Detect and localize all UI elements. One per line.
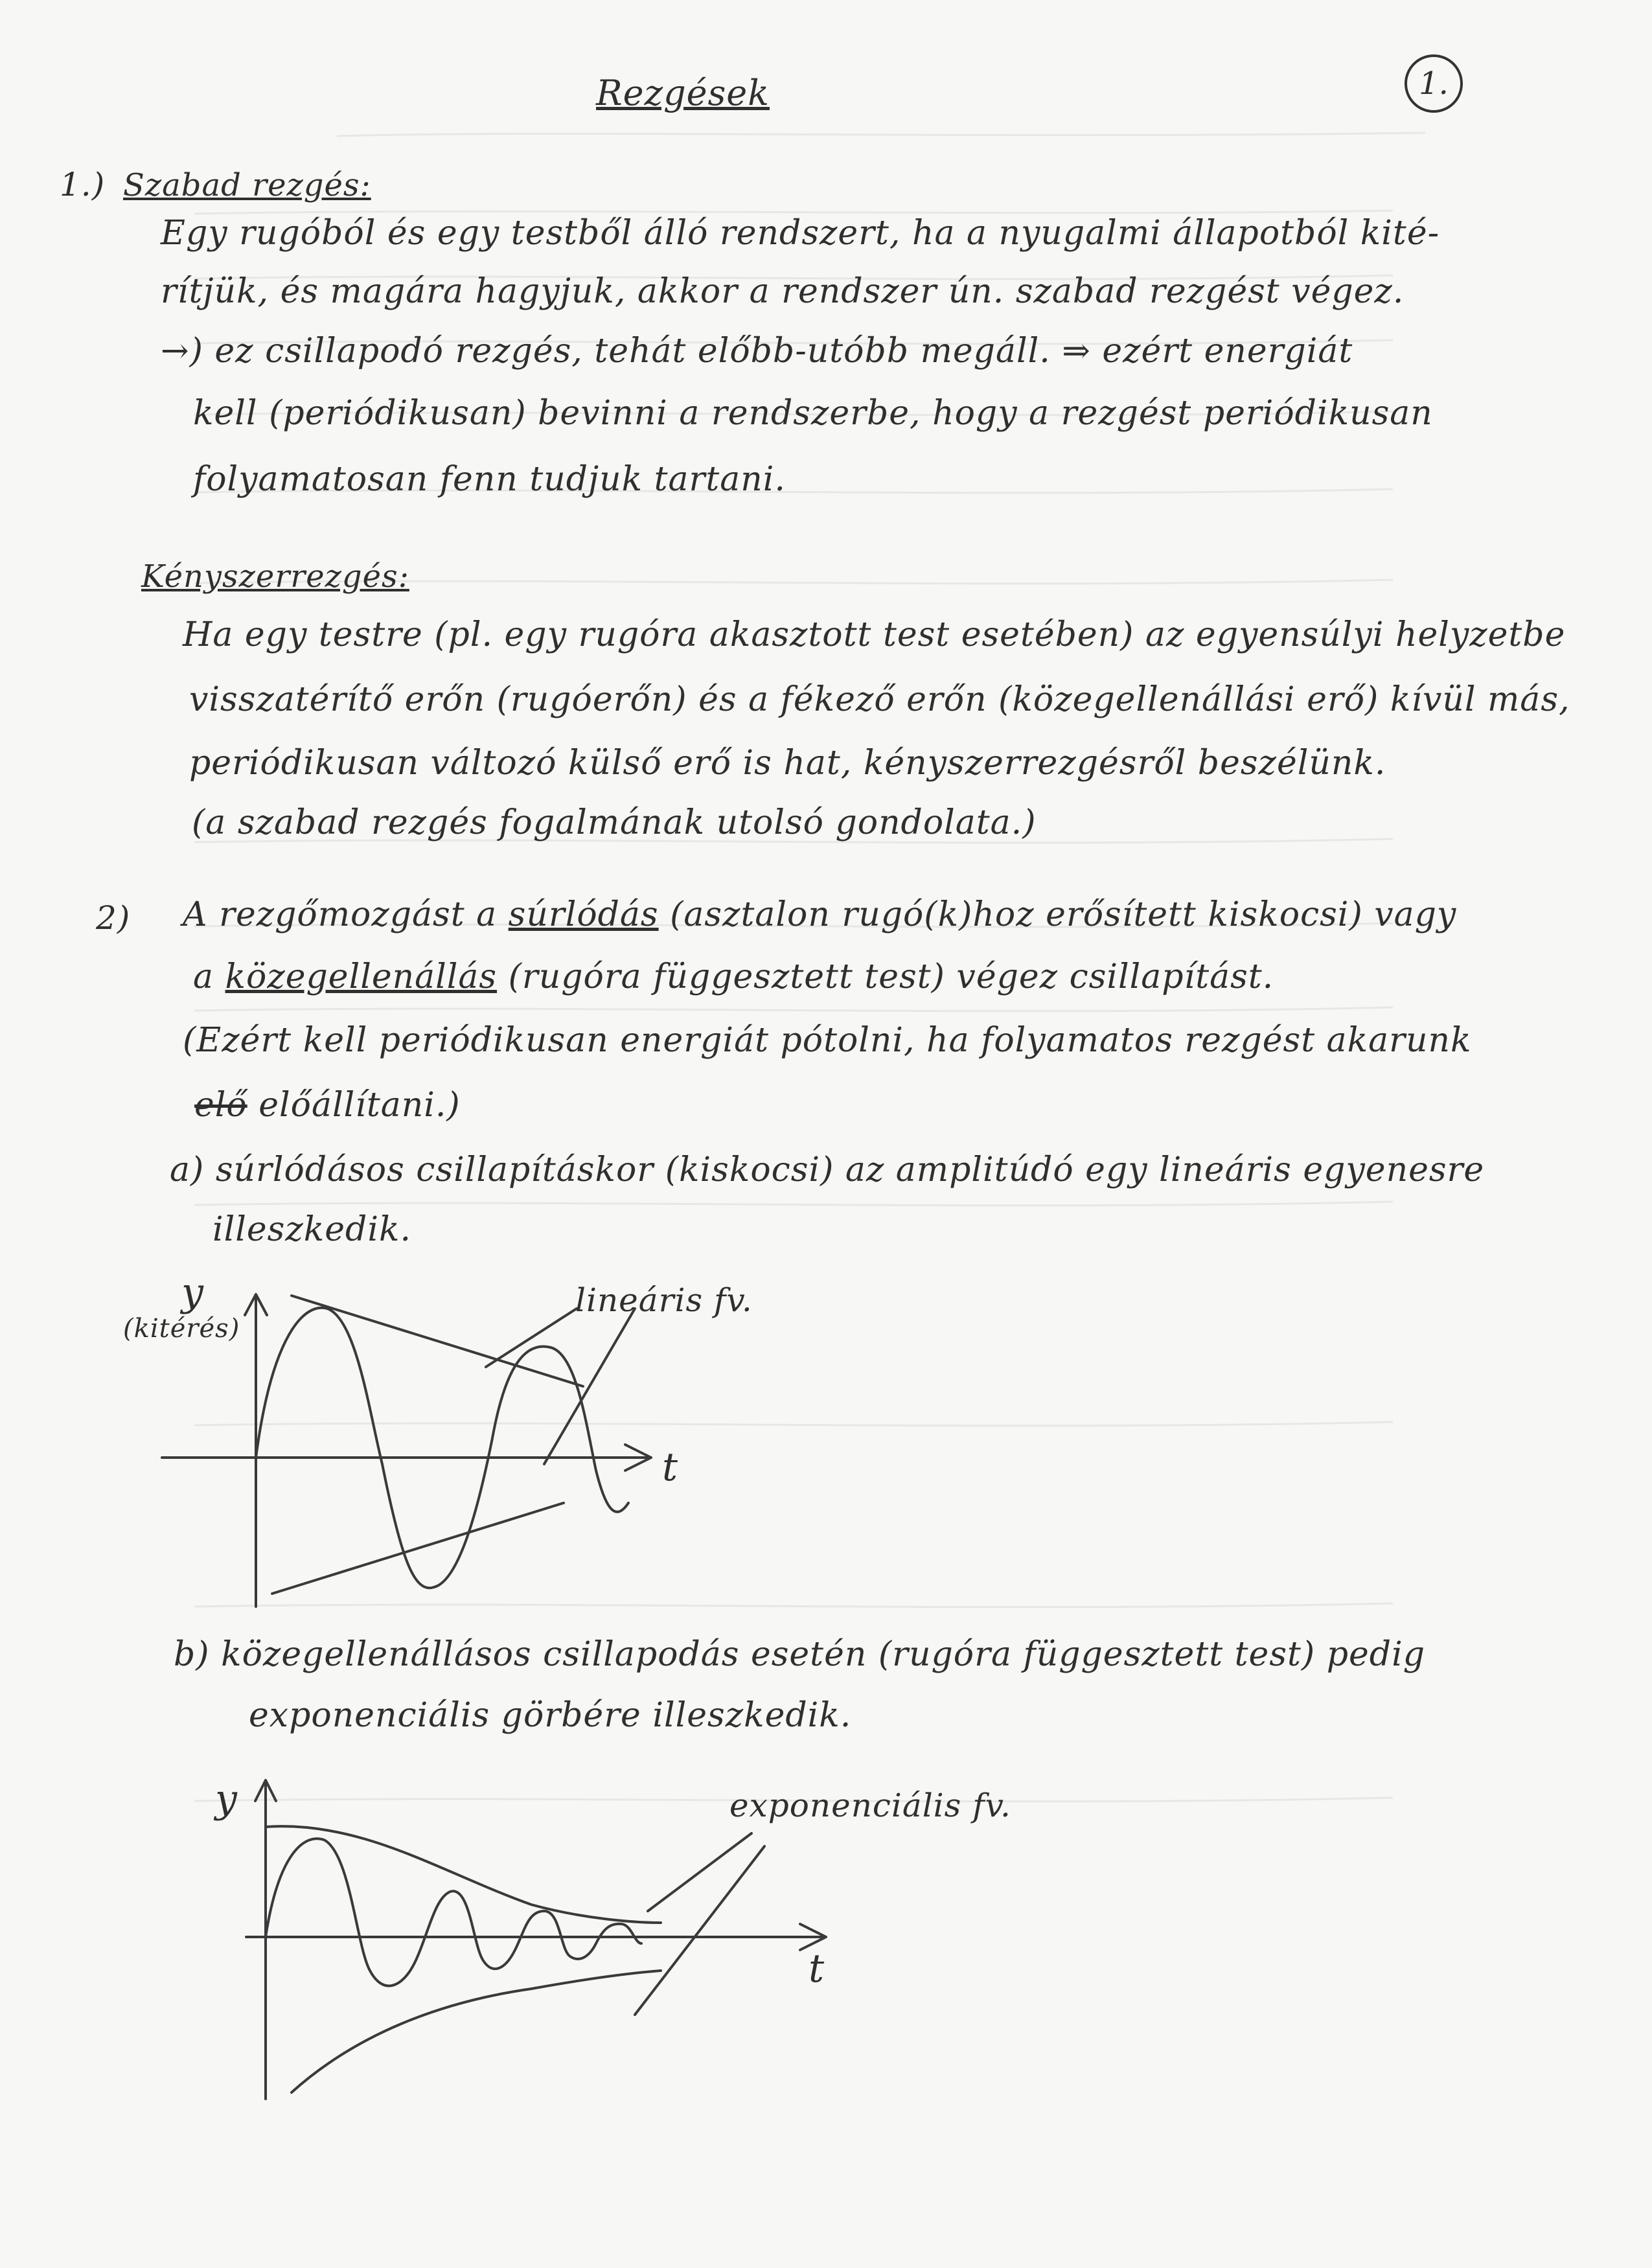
section1-line-3: →) ez csillapodó rezgés, tehát előbb-utóbb megáll. ⇒ ezért energiát [161, 332, 1353, 371]
lower-exponential-envelope [292, 1971, 661, 2092]
section1-line-1: Egy rugóból és egy testből álló rendszert, ha a nyugalmi állapotból kité- [161, 214, 1440, 253]
underlined-term-drag: közegellenállás [225, 957, 498, 996]
forced-line-2: visszatérítő erőn (rugóerőn) és a fékező erőn (közegellenállási erő) kívül más, [189, 680, 1570, 719]
annotation-pointer [635, 1833, 764, 2015]
struck-text: elő [194, 1086, 247, 1125]
text-fragment: előállítani.) [247, 1086, 461, 1125]
section1-line-4: kell (periódikusan) bevinni a rendszerbe, hogy a rezgést periódikusan [193, 394, 1433, 433]
section1-heading: Szabad rezgés: [123, 167, 371, 203]
section2-line-3: (Ezért kell periódikusan energiát pótolni, ha folyamatos rezgést akarunk [183, 1021, 1472, 1060]
graph-a-annotation: lineáris fv. [575, 1281, 753, 1319]
section2-a-line-1: a) súrlódásos csillapításkor (kiskocsi) az amplitúdó egy lineáris egyenesre [170, 1151, 1485, 1189]
graph-b-annotation: exponenciális fv. [729, 1787, 1011, 1824]
annotation-pointer [486, 1309, 635, 1464]
text-fragment: (rugóra függesztett test) végez csillapítást. [497, 957, 1274, 996]
damped-oscillation-curve [266, 1838, 641, 1986]
section2-line-1 [183, 895, 1456, 934]
graph-b-x-label: t [809, 1946, 825, 1991]
t-axis-arrow [162, 1445, 651, 1471]
text-fragment: a [193, 957, 225, 996]
forced-line-4: (a szabad rezgés fogalmának utolsó gondolata.) [192, 803, 1037, 842]
page-title: Rezgések [596, 73, 770, 113]
underlined-term-friction: súrlódás [508, 895, 659, 934]
graph-a-y-sublabel: (kitérés) [123, 1314, 240, 1344]
damped-oscillation-curve [256, 1308, 628, 1588]
section2-number: 2) [96, 899, 131, 937]
page-number-badge: 1. [1405, 54, 1463, 113]
t-axis-arrow [246, 1924, 826, 1950]
section2-a-line-2: illeszkedik. [212, 1210, 411, 1249]
text-fragment: (asztalon rugó(k)hoz erősített kiskocsi) vagy [658, 895, 1457, 934]
graph-b-y-label: y [215, 1776, 238, 1822]
graph-a-y-label: y [181, 1270, 204, 1315]
graph-a-x-label: t [662, 1445, 679, 1490]
section1-line-5: folyamatosan fenn tudjuk tartani. [193, 460, 786, 499]
section2-line-4 [194, 1086, 461, 1125]
section2-line-2 [193, 957, 1274, 996]
section2-b-line-2: exponenciális görbére illeszkedik. [249, 1696, 852, 1735]
section1-line-2: rítjük, és magára hagyjuk, akkor a rendszer ún. szabad rezgést végez. [161, 272, 1405, 311]
forced-line-1: Ha egy testre (pl. egy rugóra akasztott test esetében) az egyensúlyi helyzetbe [183, 615, 1566, 654]
text-fragment: A rezgőmozgást a [183, 895, 509, 934]
forced-heading: Kényszerrezgés: [141, 558, 409, 595]
section1-number: 1.) [60, 166, 106, 203]
section2-b-line-1: b) közegellenállásos csillapodás esetén (rugóra függesztett test) pedig [174, 1635, 1425, 1674]
upper-linear-envelope [292, 1296, 583, 1386]
forced-line-3: periódikusan változó külső erő is hat, kényszerrezgésről beszélünk. [189, 744, 1386, 783]
